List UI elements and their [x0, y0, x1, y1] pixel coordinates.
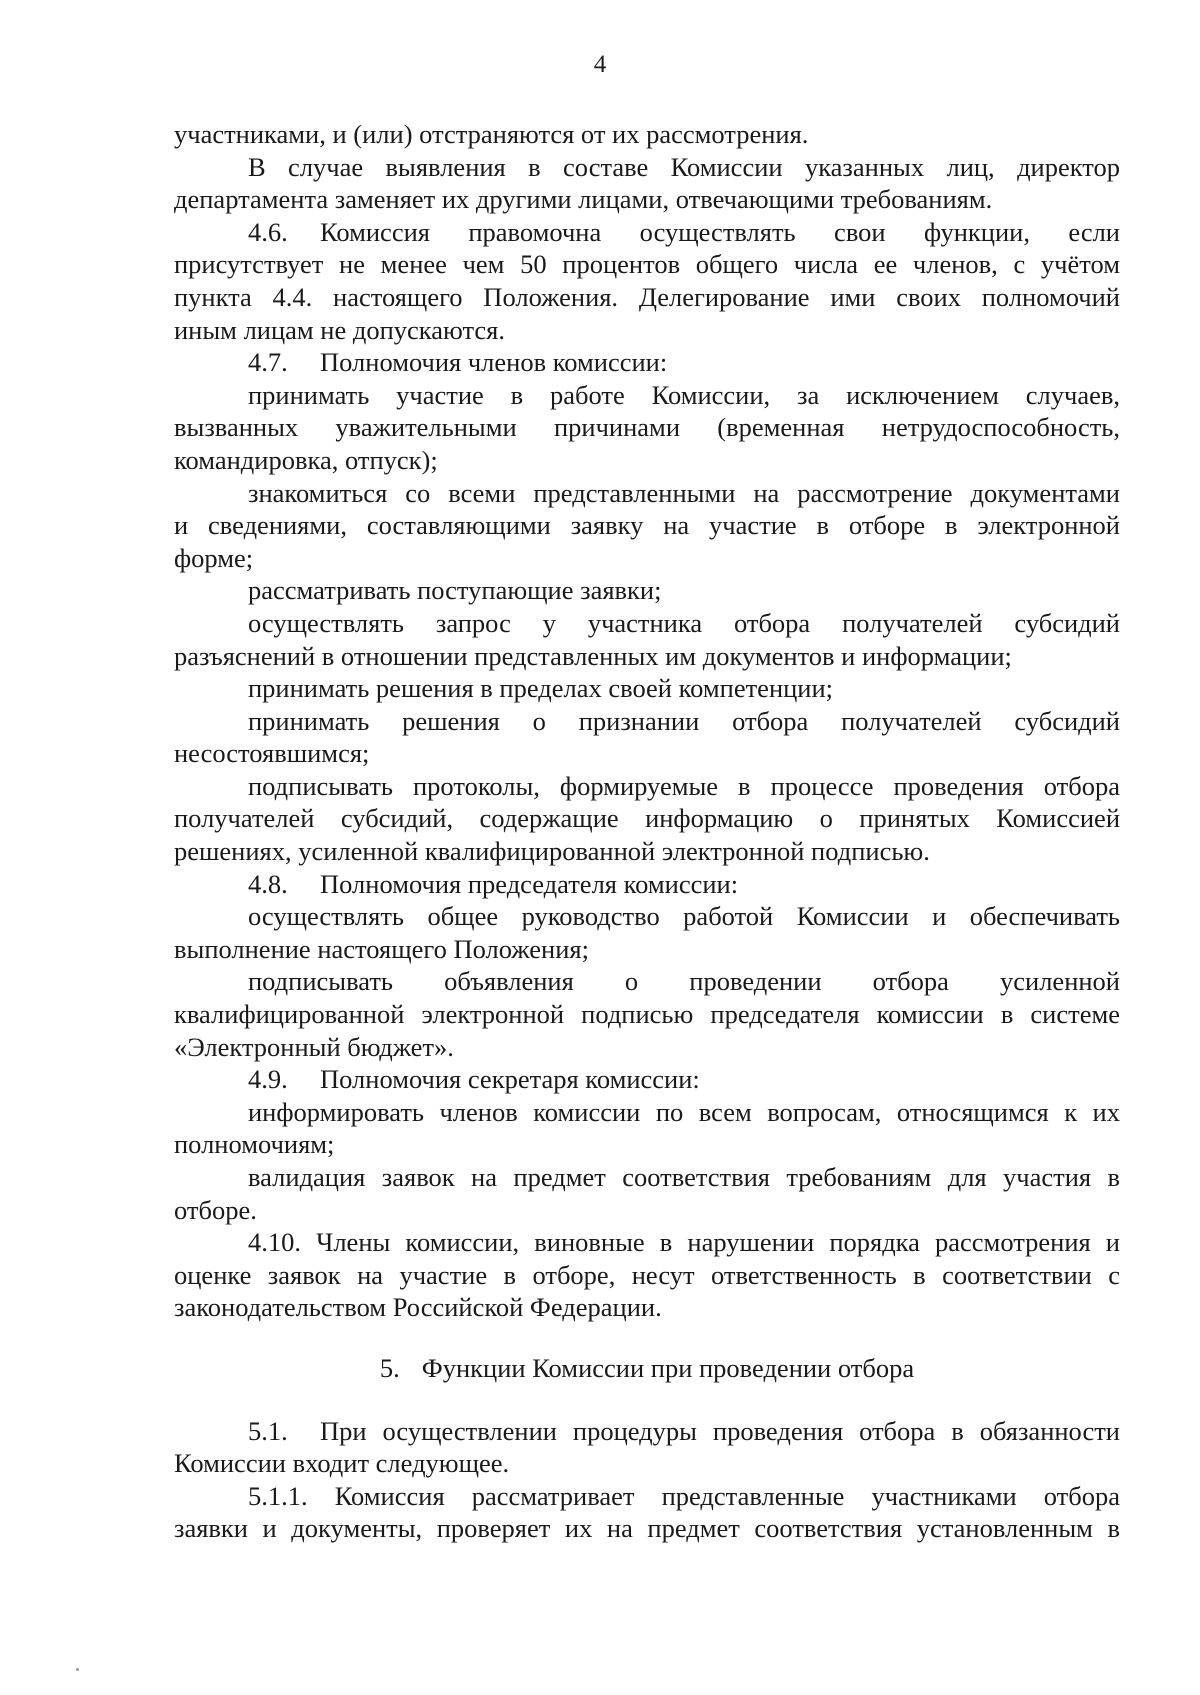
text-line: пункта 4.4. настоящего Положения. Делегирование ими своих полномочий	[174, 281, 1120, 312]
section-number: 5.	[379, 1352, 400, 1383]
text-line: департамента заменяет их другими лицами, отвечающими требованиям.	[174, 184, 993, 215]
text-line: несостоявшимся;	[174, 738, 370, 769]
text-line: принимать решения в пределах своей компетенции;	[248, 673, 834, 704]
text-line: принимать участие в работе Комиссии, за исключением случаев,	[248, 379, 1120, 410]
text-line: иным лицам не допускаются.	[174, 314, 505, 345]
clause-title: Полномочия председателя комиссии:	[320, 868, 739, 899]
text-line: 5.1.1. Комиссия рассматривает представленные участниками отбора	[248, 1480, 1120, 1511]
text-line: законодательством Российской Федерации.	[174, 1292, 662, 1323]
section-title: Функции Комиссии при проведении отбора	[421, 1352, 915, 1383]
text-line: При осуществлении процедуры проведения отбора в обязанности	[320, 1415, 1120, 1446]
text-line: разъяснений в отношении представленных им документов и информации;	[174, 640, 1012, 671]
text-line: осуществлять общее руководство работой Комиссии и обеспечивать	[248, 901, 1120, 932]
text-line: командировка, отпуск);	[174, 444, 438, 475]
clause-title: Полномочия членов комиссии:	[320, 347, 668, 378]
text-line: заявки и документы, проверяет их на предмет соответствия установленным в	[174, 1513, 1120, 1544]
scan-artifact	[76, 1668, 79, 1671]
text-line: отборе.	[174, 1194, 257, 1225]
text-line: полномочиям;	[174, 1129, 335, 1160]
clause-4-8	[248, 868, 1120, 901]
text-line: валидация заявок на предмет соответствия требованиям для участия в	[248, 1162, 1120, 1192]
text-line: подписывать объявления о проведении отбора усиленной	[248, 966, 1120, 997]
clause-4-6	[248, 216, 1120, 249]
text-line: рассматривать поступающие заявки;	[248, 575, 662, 606]
text-line: принимать решения о признании отбора получателей субсидий	[248, 705, 1120, 736]
text-line: «Электронный бюджет».	[174, 1031, 454, 1062]
text-line: форме;	[174, 542, 254, 573]
clause-number: 5.1.	[248, 1415, 288, 1446]
text-line: В случае выявления в составе Комиссии указанных лиц, директор	[248, 151, 1120, 182]
document-body	[174, 118, 1120, 1545]
clause-title: Полномочия секретаря комиссии:	[320, 1064, 700, 1095]
clause-number: 4.8.	[248, 868, 288, 899]
text-line: Комиссия правомочна осуществлять свои функции, если	[320, 216, 1120, 247]
clause-5-1	[248, 1415, 1120, 1448]
text-line: Комиссии входит следующее.	[174, 1448, 510, 1479]
text-line: вызванных уважительными причинами (временная нетрудоспособность,	[174, 412, 1120, 443]
text-line: знакомиться со всеми представленными на рассмотрение документами	[248, 477, 1120, 508]
text-line: получателей субсидий, содержащие информацию о принятых Комиссией	[174, 803, 1120, 834]
page-number: 4	[593, 51, 607, 78]
clause-number: 4.6.	[248, 216, 288, 247]
clause-4-7	[248, 346, 1120, 379]
text-line: оценке заявок на участие в отборе, несут ответственность в соответствии с	[174, 1259, 1120, 1290]
text-line: осуществлять запрос у участника отбора получателей субсидий	[248, 607, 1120, 638]
clause-number: 4.9.	[248, 1064, 288, 1095]
clause-4-9	[248, 1063, 1120, 1096]
text-line: и сведениями, составляющими заявку на участие в отборе в электронной	[174, 510, 1120, 541]
text-line: квалифицированной электронной подписью председателя комиссии в системе	[174, 999, 1120, 1030]
text-line: подписывать протоколы, формируемые в процессе проведения отбора	[248, 770, 1120, 801]
section-heading	[174, 1352, 1120, 1385]
clause-number: 4.7.	[248, 347, 288, 378]
text-line: присутствует не менее чем 50 процентов общего числа ее членов, с учётом	[174, 249, 1120, 280]
text-line: участниками, и (или) отстраняются от их рассмотрения.	[174, 119, 809, 149]
text-line: решениях, усиленной квалифицированной электронной подписью.	[174, 836, 930, 867]
text-line: 4.10. Члены комиссии, виновные в нарушении порядка рассмотрения и	[248, 1227, 1120, 1258]
text-line: информировать членов комиссии по всем вопросам, относящимся к их	[248, 1096, 1120, 1127]
text-line: выполнение настоящего Положения;	[174, 933, 589, 964]
